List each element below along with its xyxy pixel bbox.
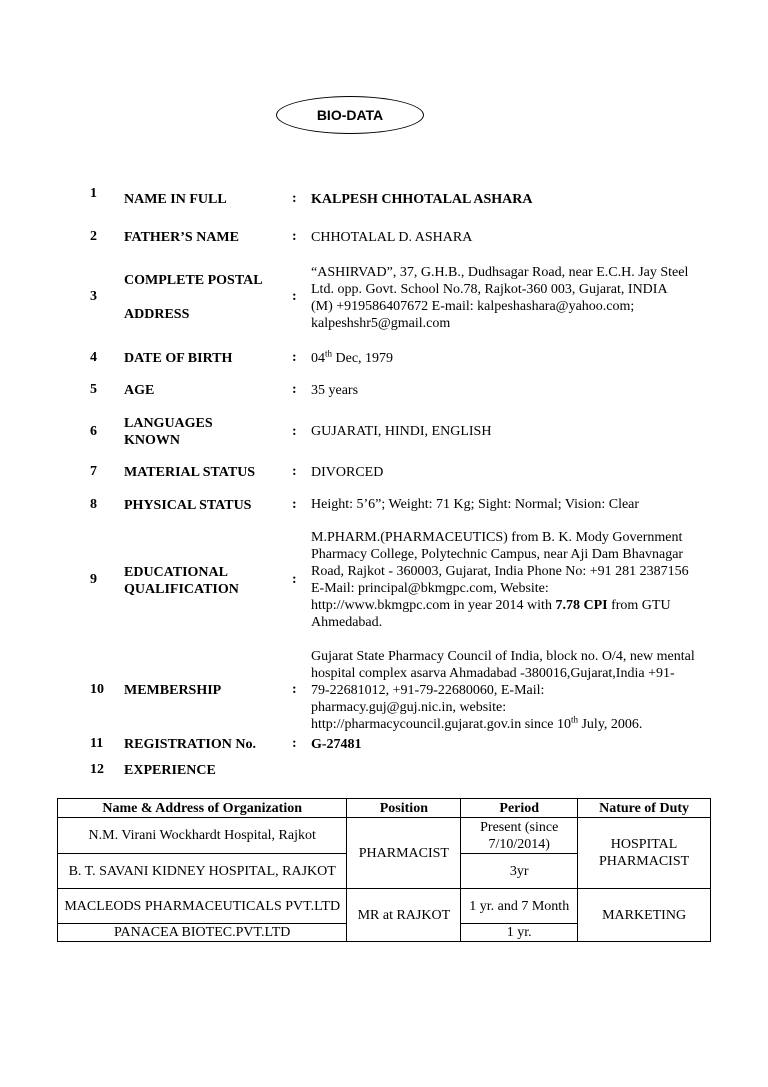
org-cell: MACLEODS PHARMACEUTICALS PVT.LTD (58, 889, 347, 924)
row-6-label-line2: KNOWN (124, 433, 180, 448)
address-line: kalpeshshr5@gmail.com (311, 316, 451, 331)
table-row (58, 889, 711, 924)
membership-date-suffix: th (570, 714, 578, 725)
address-line: Ltd. opp. Govt. School No.78, Rajkot-360 003, Gujarat, INDIA (311, 282, 668, 297)
row-11-number: 11 (90, 736, 104, 751)
qualification-text: http://www.bkmgpc.com in year 2014 with (311, 598, 556, 613)
row-8-label: PHYSICAL STATUS (124, 498, 252, 513)
row-3-label-line1: COMPLETE POSTAL (124, 273, 263, 288)
org-cell: B. T. SAVANI KIDNEY HOSPITAL, RAJKOT (58, 854, 347, 889)
header-position: Position (347, 799, 461, 818)
row-1-colon: : (292, 191, 297, 206)
header-period: Period (461, 799, 578, 818)
dob-day: 04 (311, 351, 325, 366)
row-10-label: MEMBERSHIP (124, 683, 222, 698)
address-line: (M) +919586407672 E-mail: kalpeshashara@yahoo.com; (311, 299, 635, 314)
qualification-line: Ahmedabad. (311, 615, 383, 630)
header-nature-of-duty: Nature of Duty (578, 799, 711, 818)
row-11-label: REGISTRATION No. (124, 737, 256, 752)
row-7-value: DIVORCED (311, 465, 384, 480)
row-6-colon: : (292, 424, 297, 439)
qualification-text: from GTU (607, 598, 671, 613)
period-cell: Present (since 7/10/2014) (461, 818, 578, 854)
row-3-value (311, 264, 716, 332)
row-5-number: 5 (90, 382, 97, 397)
row-10-colon: : (292, 682, 297, 697)
row-7-colon: : (292, 464, 297, 479)
address-line: “ASHIRVAD”, 37, G.H.B., Dudhsagar Road, near E.C.H. Jay Steel (311, 265, 689, 280)
row-3-label-line2: ADDRESS (124, 307, 190, 322)
row-2-colon: : (292, 229, 297, 244)
row-12-label: EXPERIENCE (124, 763, 216, 778)
position-cell: PHARMACIST (347, 818, 461, 889)
position-cell: MR at RAJKOT (347, 889, 461, 942)
dob-suffix: th (325, 348, 333, 359)
membership-line: pharmacy.guj@guj.nic.in, website: (311, 700, 507, 715)
row-7-label: MATERIAL STATUS (124, 465, 256, 480)
row-5-value: 35 years (311, 383, 359, 398)
row-8-number: 8 (90, 497, 97, 512)
qualification-line: E-Mail: principal@bkmgpc.com, Website: (311, 581, 549, 596)
row-9-number: 9 (90, 572, 97, 587)
period-cell: 1 yr. (461, 924, 578, 942)
row-1-value: KALPESH CHHOTALAL ASHARA (311, 192, 533, 207)
row-4-number: 4 (90, 350, 97, 365)
row-12-number: 12 (90, 762, 104, 777)
org-cell: N.M. Virani Wockhardt Hospital, Rajkot (58, 818, 347, 854)
row-8-colon: : (292, 497, 297, 512)
cpi-value: 7.78 CPI (555, 598, 608, 613)
row-5-label: AGE (124, 383, 155, 398)
row-4-value (311, 350, 716, 367)
experience-table (57, 798, 711, 942)
qualification-line: Road, Rajkot - 360003, Gujarat, India Phone No: +91 281 2387156 (311, 564, 689, 579)
row-9-colon: : (292, 572, 297, 587)
row-1-label: NAME IN FULL (124, 192, 227, 207)
row-8-value: Height: 5’6”; Weight: 71 Kg; Sight: Normal; Vision: Clear (311, 497, 640, 512)
row-9-label-line2: QUALIFICATION (124, 582, 239, 597)
row-11-colon: : (292, 736, 297, 751)
membership-text: July, 2006. (577, 717, 643, 732)
row-7-number: 7 (90, 464, 97, 479)
row-9-label-line1: EDUCATIONAL (124, 565, 228, 580)
table-row (58, 818, 711, 854)
row-3-number: 3 (90, 289, 97, 304)
row-3-colon: : (292, 289, 297, 304)
row-4-colon: : (292, 350, 297, 365)
table-header-row (58, 799, 711, 818)
header-organization: Name & Address of Organization (58, 799, 347, 818)
row-6-number: 6 (90, 424, 97, 439)
row-6-label-line1: LANGUAGES (124, 416, 213, 431)
membership-line: hospital complex asarva Ahmadabad -380016,Gujarat,India +91- (311, 666, 675, 681)
qualification-line: Pharmacy College, Polytechnic Campus, near Aji Dam Bhavnagar (311, 547, 684, 562)
org-cell: PANACEA BIOTEC.PVT.LTD (58, 924, 347, 942)
row-10-value (311, 648, 716, 733)
row-1-number: 1 (90, 186, 97, 201)
row-9-value (311, 529, 716, 631)
row-2-label: FATHER’S NAME (124, 230, 239, 245)
dob-rest: Dec, 1979 (332, 351, 394, 366)
row-11-value: G-27481 (311, 737, 362, 752)
row-10-number: 10 (90, 682, 104, 697)
bio-data-title: BIO-DATA (276, 96, 424, 134)
row-5-colon: : (292, 382, 297, 397)
membership-line (311, 716, 716, 733)
qualification-line (311, 597, 716, 614)
row-2-value: CHHOTALAL D. ASHARA (311, 230, 473, 245)
membership-text: http://pharmacycouncil.gujarat.gov.in since 10 (311, 717, 571, 732)
duty-cell: MARKETING (578, 889, 711, 942)
row-6-value: GUJARATI, HINDI, ENGLISH (311, 424, 492, 439)
row-2-number: 2 (90, 229, 97, 244)
period-cell: 1 yr. and 7 Month (461, 889, 578, 924)
row-4-label: DATE OF BIRTH (124, 351, 233, 366)
qualification-line: M.PHARM.(PHARMACEUTICS) from B. K. Mody Government (311, 530, 683, 545)
duty-cell: HOSPITAL PHARMACIST (578, 818, 711, 889)
membership-line: 79-22681012, +91-79-22680060, E-Mail: (311, 683, 545, 698)
period-cell: 3yr (461, 854, 578, 889)
membership-line: Gujarat State Pharmacy Council of India, block no. O/4, new mental (311, 649, 695, 664)
